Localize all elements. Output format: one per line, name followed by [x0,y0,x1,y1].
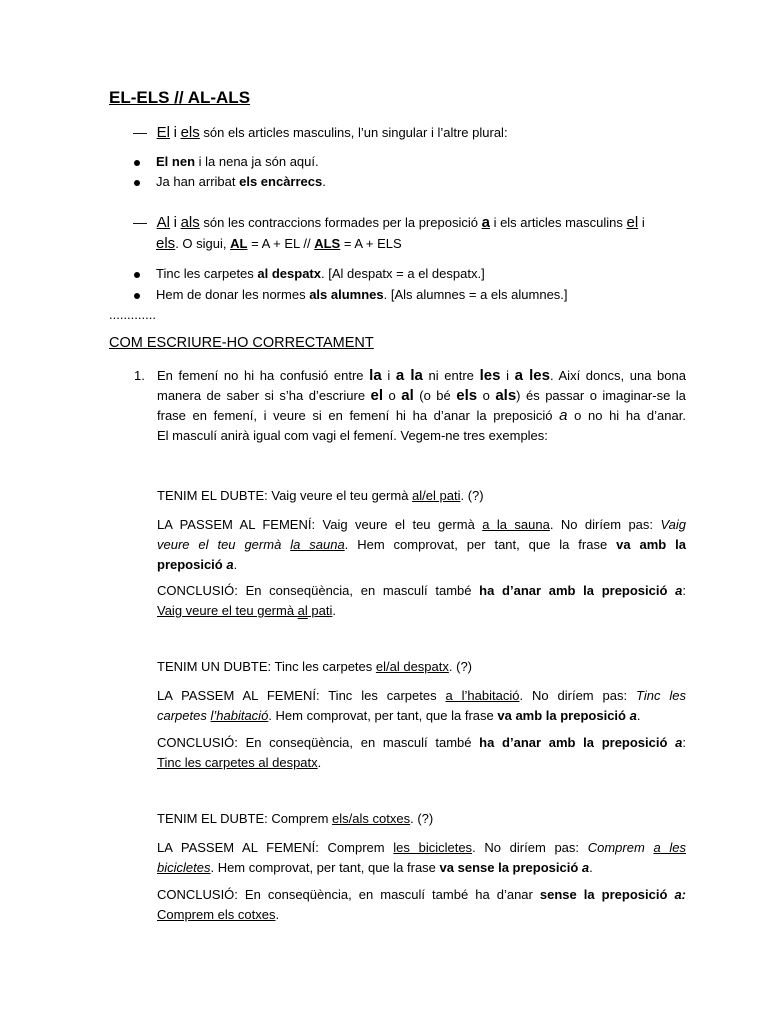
doubt-line: TENIM EL DUBTE: Vaig veure el teu germà al/el pati. (?) [157,488,484,503]
feminine-test [157,686,686,726]
conj-i: i [173,214,177,231]
example-text: Ja han arribat [156,174,240,189]
doubt-line: TENIM EL DUBTE: Comprem els/als cotxes. (?) [157,811,434,826]
paragraph-line: Comprem els cotxes. [157,907,280,922]
conj-i: i [641,215,645,230]
list-number: 1. [134,368,145,383]
example-als-alumnes [156,286,568,304]
bullet-dot [134,293,140,299]
conclusion [157,581,686,621]
word-al: Al [156,214,170,231]
bullet-dot [134,160,140,166]
paragraph-line: CONCLUSIÓ: En conseqüència, en masculí també ha d’anar amb la preposició a: [157,735,686,750]
example-text: i la nena ja són aquí. [195,154,319,169]
example-text: . [Als alumnes = a els alumnes.] [383,287,568,302]
paragraph-line: carpetes l’habitació. Hem comprovat, per tant, que la frase va amb la preposició a. [157,708,641,723]
em-dash: — [133,124,147,140]
word-als: als [180,214,200,231]
example-text: . [Al despatx = a el despatx.] [321,266,485,281]
paragraph-line: El masculí anirà igual com vagi el femení. Vegem-ne tres exemples: [157,428,548,443]
example-text: . [322,174,326,189]
bullet-dot [134,272,140,278]
paragraph-line: CONCLUSIÓ: En conseqüència, en masculí també ha d’anar sense la preposició a: [157,887,686,902]
paragraph-line: CONCLUSIÓ: En conseqüència, en masculí també ha d’anar amb la preposició a: [157,583,686,598]
example-bold: els encàrrecs [239,174,323,189]
conclusion [157,733,686,773]
example-bold: als alumnes [309,287,384,302]
example-text: Hem de donar les normes [156,287,310,302]
paragraph-line: veure el teu germà la sauna. Hem comprovat, per tant, que la frase va amb la [157,537,686,552]
example-text: Tinc les carpetes [156,266,258,281]
formula-text: = A + EL // [251,236,311,251]
example-els-encarrecs [156,173,326,191]
definition-text: i els articles masculins [493,215,623,230]
example-bold: El nen [156,154,196,169]
paragraph-line: LA PASSEM AL FEMENÍ: Vaig veure el teu germà a la sauna. No diríem pas: Vaig [157,517,686,532]
paragraph-line: LA PASSEM AL FEMENÍ: Comprem les bicicletes. No diríem pas: Comprem a les [157,840,686,855]
section-subtitle: COM ESCRIURE-HO CORRECTAMENT [109,335,374,351]
word-el: El [156,124,170,141]
preposition-a: a [481,214,490,231]
paragraph-line: frase en femení, i veure si en femení hi ha d’anar la preposició a o no hi ha d’anar. [157,407,686,424]
definition-el-els [133,123,508,142]
page-title: EL-ELS // AL-ALS [109,88,251,107]
bullet-dot [134,180,140,186]
conclusion [157,885,686,925]
definition-al-als-line1 [133,213,645,232]
formula-al: AL [230,236,248,251]
definition-text: . O sigui, [175,236,227,251]
ellipsis-separator: ............. [109,307,156,322]
paragraph-line: En femení no hi ha confusió entre la i a la ni entre les i a les. Així doncs, una bona [157,367,686,384]
em-dash: — [133,214,147,230]
feminine-test [157,838,686,878]
paragraph-line: preposició a. [157,557,238,572]
definition-al-als-line2 [156,235,402,253]
formula-text: = A + ELS [343,236,402,251]
paragraph-line: Tinc les carpetes al despatx. [157,755,322,770]
word-els: els [180,124,200,141]
example-bold: al despatx [257,266,321,281]
paragraph-line: LA PASSEM AL FEMENÍ: Tinc les carpetes a l’habitació. No diríem pas: Tinc les [157,688,687,703]
rule-paragraph [157,366,686,446]
paragraph-line: Vaig veure el teu germà al pati. [157,603,336,618]
doubt-line: TENIM UN DUBTE: Tinc les carpetes el/al despatx. (?) [157,659,473,674]
conj-i: i [173,124,177,141]
example-al-despatx [156,265,485,283]
feminine-test [157,515,686,575]
formula-als: ALS [314,236,341,251]
paragraph-line: manera de saber si s’ha d’escriure el o al (o bé els o als) és passar o imaginar-se la [157,387,686,404]
definition-text: són les contraccions formades per la preposició [203,215,478,230]
definition-text: són els articles masculins, l’un singular i l’altre plural: [203,125,508,140]
word-els: els [156,235,176,252]
paragraph-line: bicicletes. Hem comprovat, per tant, que la frase va sense la preposició a. [157,860,593,875]
word-el: el [626,214,639,231]
example-el-nen [156,153,319,171]
